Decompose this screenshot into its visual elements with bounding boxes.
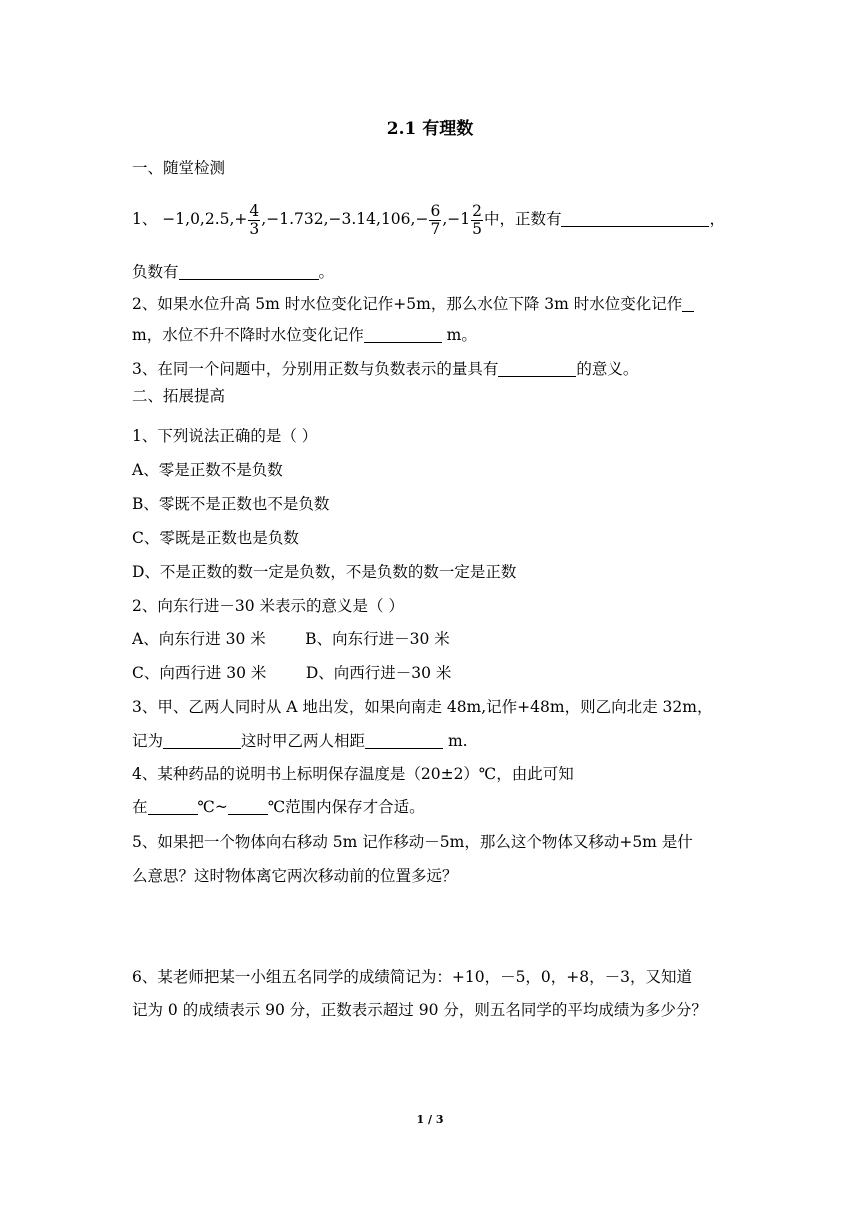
e4-text-a: 在	[132, 798, 148, 816]
fraction-4-3	[248, 203, 260, 238]
ext-question-4-line-2	[132, 797, 425, 817]
ext-question-1-stem: 1、下列说法正确的是（ ）	[132, 427, 318, 445]
q1-line2-end: 。	[318, 263, 335, 281]
ext-question-3-line-1: 3、甲、乙两人同时从 A 地出发，如果向南走 48m,记作+48m，则乙向北走 32m，	[132, 698, 713, 716]
e4-text-c: ℃范围内保存才合适。	[267, 798, 425, 816]
answer-blank[interactable]	[364, 326, 442, 343]
q1-comma: ，	[709, 210, 725, 228]
denominator: 7	[430, 219, 441, 238]
e4-text-b: ℃~	[197, 798, 228, 816]
q1-line2-label: 负数有	[132, 263, 179, 281]
ext-q1-option-d: D、不是正数的数一定是负数，不是负数的数一定是正数	[132, 563, 517, 581]
answer-blank[interactable]	[228, 798, 268, 815]
fraction-6-7	[429, 203, 441, 238]
question-2-line-1	[132, 294, 694, 314]
page-number: 1 / 3	[416, 1113, 444, 1126]
ext-q1-option-a: A、零是正数不是负数	[132, 461, 283, 479]
question-2-line-2	[132, 325, 477, 345]
answer-blank[interactable]	[365, 732, 443, 749]
ext-q2-options-cd: C、向西行进 30 米 D、向西行进－30 米	[132, 664, 452, 682]
question-1-line-1	[132, 199, 725, 239]
section-heading-1: 一、随堂检测	[132, 159, 226, 177]
q2-text-2: m，水位不升不降时水位变化记作	[132, 326, 364, 344]
question-3	[132, 359, 638, 379]
q2-text: 2、如果水位升高 5m 时水位变化记作+5m，那么水位下降 3m 时水位变化记作	[132, 295, 683, 313]
e3-unit: m.	[443, 732, 468, 750]
denominator: 5	[472, 219, 482, 238]
q1-prefix: 1、 −1,0,2.5,+	[132, 210, 248, 228]
q1-mid2: ,−1	[442, 210, 471, 228]
e3-text-b: 这时甲乙两人相距	[241, 732, 366, 750]
q1-mid: ,−1.732,−3.14,106,−	[261, 210, 429, 228]
answer-blank[interactable]	[179, 263, 319, 280]
q3-end: 的意义。	[576, 360, 639, 378]
e3-text-a: 记为	[132, 732, 164, 750]
numerator: 6	[430, 201, 441, 220]
answer-blank[interactable]	[148, 798, 198, 815]
ext-question-2-stem: 2、向东行进－30 米表示的意义是（ ）	[132, 597, 404, 615]
ext-question-3-line-2	[132, 731, 468, 751]
section-heading-2: 二、拓展提高	[132, 387, 226, 405]
question-1-line-2	[132, 262, 334, 282]
answer-blank[interactable]	[682, 295, 694, 312]
numerator: 4	[249, 201, 260, 220]
denominator: 3	[249, 219, 260, 238]
numerator: 2	[472, 201, 482, 220]
fraction-2-5	[471, 203, 483, 238]
page-title: 2.1 有理数	[386, 119, 474, 139]
ext-question-6-line-1: 6、某老师把某一小组五名同学的成绩简记为：+10，－5，0，+8，－3，又知道	[132, 968, 693, 986]
ext-question-5-line-1: 5、如果把一个物体向右移动 5m 记作移动－5m，那么这个物体又移动+5m 是什	[132, 833, 693, 851]
ext-q1-option-c: C、零既是正数也是负数	[132, 529, 299, 547]
answer-blank[interactable]	[163, 732, 241, 749]
ext-question-6-line-2: 记为 0 的成绩表示 90 分，正数表示超过 90 分，则五名同学的平均成绩为多少分？	[132, 1001, 707, 1019]
q2-unit: m。	[441, 326, 477, 344]
answer-blank[interactable]	[498, 360, 576, 377]
ext-q1-option-b: B、零既不是正数也不是负数	[132, 495, 330, 513]
ext-question-4-line-1: 4、某种药品的说明书上标明保存温度是（20±2）℃，由此可知	[132, 765, 574, 783]
q1-tail: 中，正数有	[483, 210, 562, 228]
ext-q2-options-ab: A、向东行进 30 米 B、向东行进－30 米	[132, 630, 450, 648]
q3-text: 3、在同一个问题中，分别用正数与负数表示的量具有	[132, 360, 499, 378]
answer-blank[interactable]	[561, 210, 709, 227]
ext-question-5-line-2: 么意思？这时物体离它两次移动前的位置多远？	[132, 867, 458, 885]
